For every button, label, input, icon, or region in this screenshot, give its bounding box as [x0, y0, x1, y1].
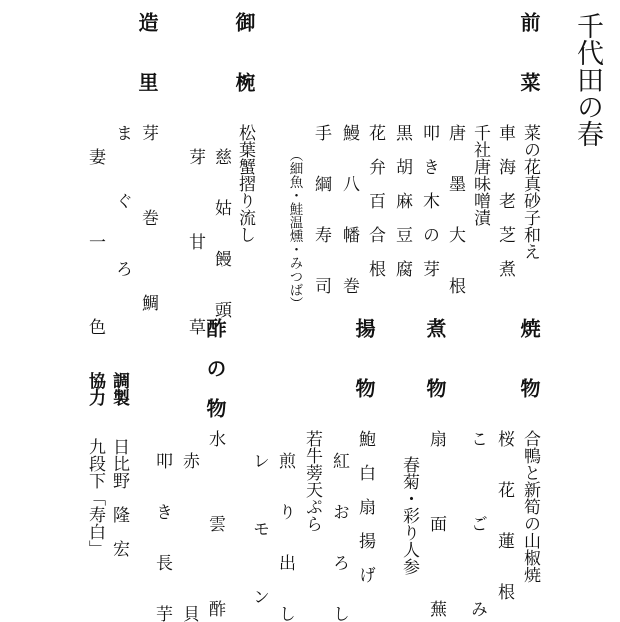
dish-item: 菜の花真砂子和え: [520, 124, 540, 260]
dish-item: 桜 花 蓮 根: [494, 430, 514, 600]
dish-item: 芽 甘 草: [185, 148, 205, 335]
dish-item: 慈 姑 饅 頭: [211, 148, 231, 318]
menu-title: 千代田の春: [572, 12, 603, 147]
dish-item: 芽 巻 鯛: [138, 124, 158, 311]
dish-item: 春菊・彩り人参: [399, 456, 419, 575]
credit-name: 九段下「寿白」: [85, 438, 105, 557]
dish-item: レ モ ン: [249, 452, 269, 605]
dish-item: 煎 り 出 し: [275, 452, 295, 622]
dish-note: （細魚・鮭温燻・みつば）: [286, 148, 303, 310]
dish-item: こ ご み: [467, 430, 487, 617]
course-heading-yakimono: 焼 物: [517, 318, 541, 398]
dish-item: 合鴨と新筍の山椒焼: [520, 430, 540, 583]
course-heading-owan: 御 椀: [232, 12, 256, 92]
dish-item: 妻 一 色: [85, 148, 105, 335]
dish-item: 叩 き 木 の 芽: [419, 124, 439, 277]
course-heading-tsukuri: 造 里: [135, 12, 159, 92]
dish-item: 鰻 八 幡 巻: [339, 124, 359, 294]
dish-item: 鮑 白 扇 揚 げ: [355, 430, 375, 583]
dish-item: 黒 胡 麻 豆 腐: [392, 124, 412, 277]
dish-item: 松葉蟹摺り流し: [235, 124, 255, 243]
course-heading-zensai: 前 菜: [517, 12, 541, 92]
credit-label-chousei: 調製: [109, 372, 129, 406]
dish-item: 車 海 老 芝 煮: [495, 124, 515, 277]
dish-item: 赤 貝: [179, 452, 199, 622]
credit-label-kyouryoku: 協力: [85, 372, 105, 406]
dish-item: 扇 面 蕪: [426, 430, 446, 617]
dish-item: 千社唐味噌漬: [470, 124, 490, 226]
dish-item: 花 弁 百 合 根: [365, 124, 385, 277]
dish-item: 水 雲 酢: [205, 430, 225, 617]
dish-item: 叩 き 長 芋: [152, 452, 172, 622]
course-heading-nimono: 煮 物: [423, 318, 447, 398]
dish-item: 唐 墨 大 根: [445, 124, 465, 294]
course-heading-agemono: 揚 物: [352, 318, 376, 398]
dish-item: ま ぐ ろ: [112, 124, 132, 277]
credit-name: 日比野 隆 宏: [109, 438, 129, 557]
dish-item: 若牛蒡天ぷら: [302, 430, 322, 532]
course-heading-sunomono: 酢 の 物: [203, 318, 227, 418]
dish-item: 紅 お ろ し: [329, 452, 349, 622]
dish-item: 手 綱 寿 司: [311, 124, 331, 294]
